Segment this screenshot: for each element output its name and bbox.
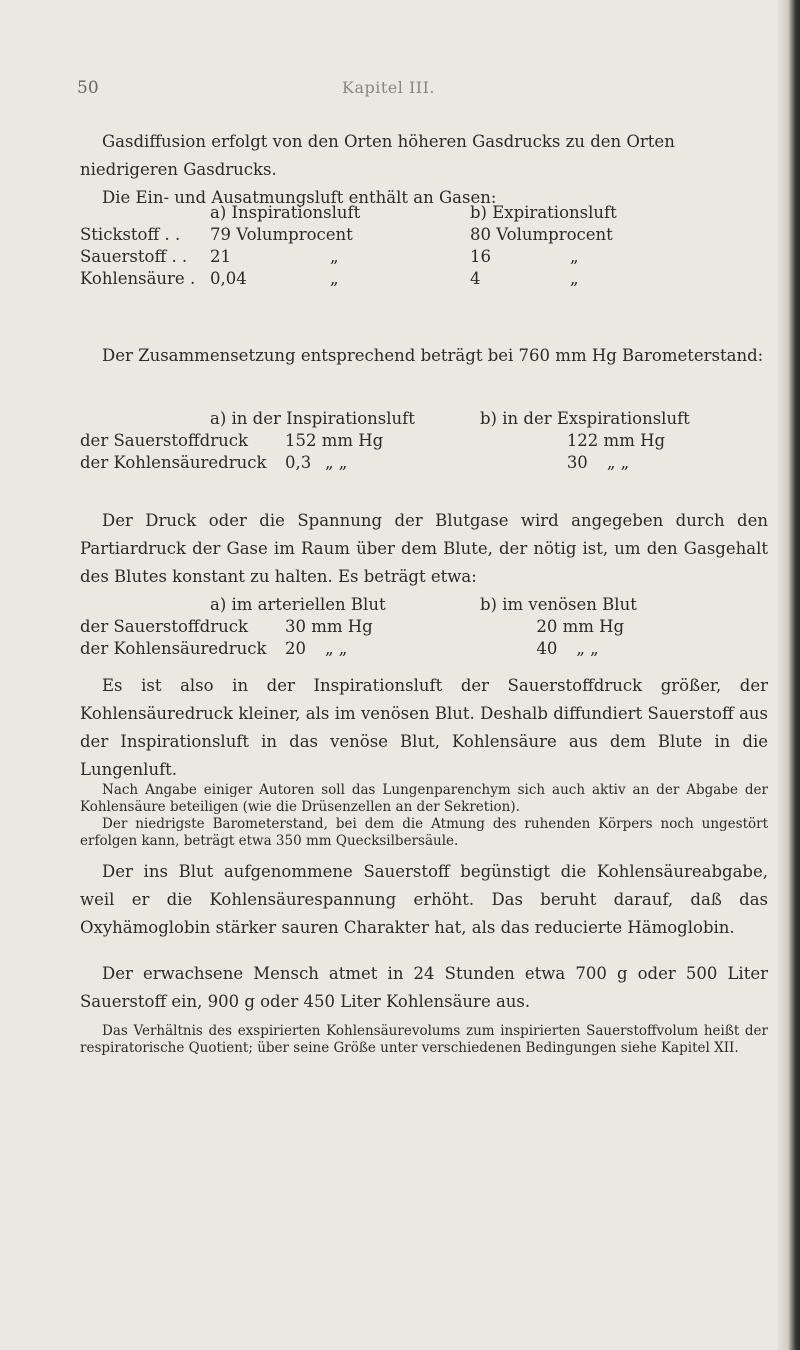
paragraph-conclusion bbox=[80, 672, 768, 784]
page-header bbox=[0, 78, 800, 102]
col-inspiration: a) Inspirationsluft bbox=[210, 203, 361, 222]
row-label: Sauerstoff bbox=[80, 247, 167, 266]
table-row: Stickstoff . . 79 Volumprocent 80 Volumprocent bbox=[80, 224, 617, 246]
text-druck: Der Druck oder die Spannung der Blutgase wird angegeben durch den Partiardruck der Gase im Raum über dem Blute, der nötig ist, um den Gasgehalt des Blutes konstant zu halten. Es beträgt etwa: bbox=[80, 511, 768, 586]
ditto-mark: „ bbox=[570, 247, 579, 266]
cell-b: 80 Volumprocent bbox=[470, 225, 613, 244]
running-head: Kapitel III. bbox=[342, 78, 435, 97]
text-barometer: Der Zusammensetzung entsprechend beträgt bei 760 mm Hg Barometerstand: bbox=[102, 346, 764, 365]
table-row bbox=[80, 430, 690, 452]
cell-b: 30 bbox=[566, 453, 588, 472]
text-diffusion: Gasdiffusion erfolgt von den Orten höheren Gasdrucks zu den Orten niedrigeren Gasdrucks. bbox=[80, 132, 675, 179]
cell-b: 4 bbox=[470, 269, 481, 288]
ditto-mark: „ bbox=[570, 269, 579, 288]
paragraph-blut bbox=[80, 858, 768, 942]
row-label: der Sauerstoffdruck bbox=[80, 431, 248, 450]
row-label: der Kohlensäuredruck bbox=[80, 453, 267, 472]
row-label: der Kohlensäuredruck bbox=[80, 639, 267, 658]
page-edge-shadow bbox=[778, 0, 800, 1350]
row-label: Kohlensäure bbox=[80, 269, 185, 288]
table-row bbox=[80, 452, 690, 474]
note-lungenparenchym: Nach Angabe einiger Autoren soll das Lungenparenchym sich auch aktiv an der Abgabe der Kohlensäure beteiligen (wie die Drüsenzellen an der Sekretion). bbox=[80, 782, 768, 815]
row-label: der Sauerstoffdruck bbox=[80, 617, 248, 636]
blood-gas-table bbox=[80, 594, 637, 660]
paragraph-mensch bbox=[80, 960, 768, 1016]
table-row: Kohlensäure . 0,04 „ 4 „ bbox=[80, 269, 579, 288]
cell-b: 40 bbox=[536, 639, 558, 658]
text-mensch: Der erwachsene Mensch atmet in 24 Stunden etwa 700 g oder 500 Liter Sauerstoff ein, 900 g oder 450 Liter Kohlensäure aus. bbox=[80, 964, 768, 1011]
cell-b: 122 mm Hg bbox=[566, 431, 666, 450]
footnote-block-1 bbox=[80, 782, 768, 850]
note-respiratory-quotient: Das Verhältnis des exspirierten Kohlensäurevolums zum inspirierten Sauerstoffvolum heißt der respiratorische Quotient; über seine Größe unter verschiedenen Bedingungen siehe Kapitel XII. bbox=[80, 1023, 768, 1056]
paragraph-druck bbox=[80, 507, 768, 591]
cell-a: 30 mm Hg bbox=[285, 617, 373, 636]
col-inspiration: a) in der Inspirationsluft bbox=[210, 409, 415, 428]
paragraph-barometer bbox=[80, 342, 768, 370]
cell-b: 16 bbox=[470, 247, 491, 266]
table-header-row bbox=[80, 408, 690, 430]
gas-composition-table bbox=[80, 202, 617, 290]
note-barometerstand: Der niedrigste Barometerstand, bei dem die Atmung des ruhenden Körpers noch ungestört erfolgen kann, beträgt etwa 350 mm Quecksilbersäule. bbox=[80, 816, 768, 849]
cell-a: 152 mm Hg bbox=[285, 431, 384, 450]
cell-a: 0,3 bbox=[285, 453, 312, 472]
col-arterial: a) im arteriellen Blut bbox=[210, 595, 386, 614]
cell-a: 20 bbox=[285, 639, 306, 658]
row-label: Stickstoff bbox=[80, 225, 160, 244]
text-blut: Der ins Blut aufgenommene Sauerstoff begünstigt die Kohlensäureabgabe, weil er die Kohlensäurespannung erhöht. Das beruht darauf, daß das Oxyhämoglobin stärker sauren Charakter hat, als das reducierte Hämoglobin. bbox=[80, 862, 768, 937]
ditto-mark: „ „ bbox=[325, 453, 348, 472]
ditto-mark: „ bbox=[330, 247, 339, 266]
table-header-row bbox=[80, 202, 617, 224]
col-exspiration: b) in der Exspirationsluft bbox=[480, 409, 690, 428]
page-number: 50 bbox=[77, 78, 99, 98]
table-row bbox=[80, 638, 637, 660]
cell-b: 20 mm Hg bbox=[536, 617, 625, 636]
paragraph-diffusion bbox=[80, 128, 768, 212]
ditto-mark: „ bbox=[330, 269, 339, 288]
col-venous: b) im venösen Blut bbox=[480, 595, 637, 614]
table-row bbox=[80, 616, 637, 638]
cell-a: 0,04 bbox=[210, 269, 247, 288]
cell-a: 79 Volumprocent bbox=[210, 225, 353, 244]
ditto-mark: „ „ bbox=[325, 639, 348, 658]
text-conclusion: Es ist also in der Inspirationsluft der Sauerstoffdruck größer, der Kohlensäuredruck kleiner, als im venösen Blut. Deshalb diffundiert Sauerstoff aus der Inspirationsluft in das venöse Blut, Kohlensäure aus dem Blute in die Lungenluft. bbox=[80, 676, 768, 779]
cell-a: 21 bbox=[210, 247, 231, 266]
table-header-row bbox=[80, 594, 637, 616]
footnote-block-2 bbox=[80, 1023, 768, 1057]
text-gases-intro: Die Ein- und Ausatmungsluft enthält an Gasen: bbox=[102, 188, 497, 207]
table-row: Sauerstoff . . 21 „ 16 „ bbox=[80, 247, 579, 266]
ditto-mark: „ „ bbox=[606, 453, 630, 472]
col-expiration: b) Expirationsluft bbox=[470, 203, 617, 222]
partial-pressure-air-table bbox=[80, 408, 690, 474]
ditto-mark: „ „ bbox=[576, 639, 599, 658]
